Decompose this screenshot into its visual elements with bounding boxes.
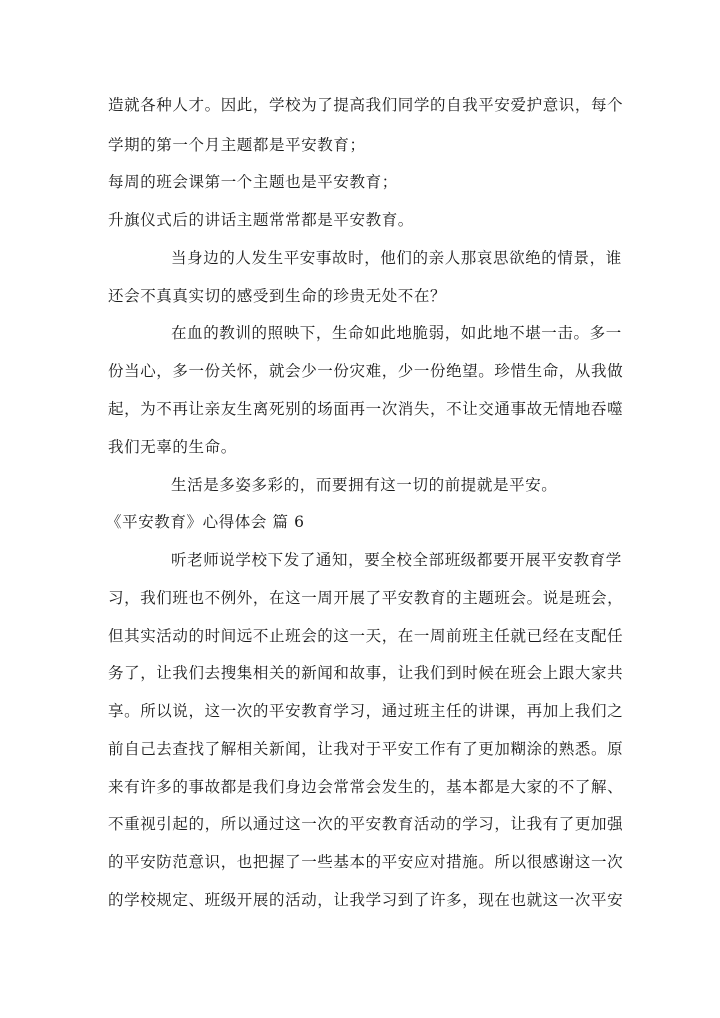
paragraph-line: 份当心，多一份关怀，就会少一份灾难，少一份绝望。珍惜生命，从我做 [108,362,624,380]
paragraph-line: 的平安防范意识，也把握了一些基本的平安应对措施。所以很感谢这一次 [108,853,624,871]
paragraph-line: 不重视引起的，所以通过这一次的平安教育活动的学习，让我有了更加强 [108,815,624,833]
paragraph-line: 升旗仪式后的讲话主题常常都是平安教育。 [108,211,414,229]
paragraph-line: 生活是多姿多彩的，而要拥有这一切的前提就是平安。 [171,476,558,494]
paragraph-line: 务了，让我们去搜集相关的新闻和故事，让我们到时候在班会上跟大家共 [108,664,624,682]
paragraph-line: 当身边的人发生平安事故时，他们的亲人那哀思欲绝的情景，谁 [171,249,622,267]
paragraph-line: 习，我们班也不例外，在这一周开展了平安教育的主题班会。说是班会， [108,589,624,607]
paragraph-line: 听老师说学校下发了通知，要全校全部班级都要开展平安教育学 [171,551,622,569]
paragraph-line: 每周的班会课第一个主题也是平安教育； [108,173,398,191]
paragraph-line: 但其实活动的时间远不止班会的这一天，在一周前班主任就已经在支配任 [108,627,624,645]
paragraph-line: 还会不真真实切的感受到生命的珍贵无处不在？ [108,287,447,305]
paragraph-line: 前自己去查找了解相关新闻，让我对于平安工作有了更加糊涂的熟悉。原 [108,740,624,758]
paragraph-line: 来有许多的事故都是我们身边会常常会发生的，基本都是大家的不了解、 [108,778,624,796]
paragraph-line: 学期的第一个月主题都是平安教育； [108,136,366,154]
paragraph-line: 的学校规定、班级开展的活动，让我学习到了许多，现在也就这一次平安 [108,891,624,909]
paragraph-line: 在血的教训的照映下，生命如此地脆弱，如此地不堪一击。多一 [171,324,622,342]
paragraph-line: 起，为不再让亲友生离死别的场面再一次消失，不让交通事故无情地吞噬 [108,400,624,418]
paragraph-line: 造就各种人才。因此，学校为了提高我们同学的自我平安爱护意识，每个 [108,96,624,114]
paragraph-line: 享。所以说，这一次的平安教育学习，通过班主任的讲课，再加上我们之 [108,702,624,720]
section-heading: 《平安教育》心得体会 篇 6 [106,513,305,531]
paragraph-line: 我们无辜的生命。 [108,438,237,456]
